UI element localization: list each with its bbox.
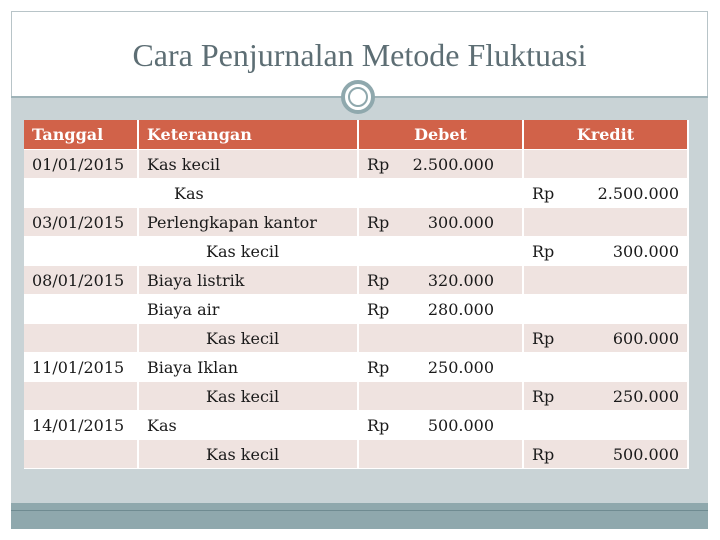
table-row [24,295,689,324]
slide-title: Cara Penjurnalan Metode Fluktuasi [132,37,587,73]
row-description: Biaya air [139,295,359,324]
row-date: 01/01/2015 [24,150,139,179]
table-row [24,179,689,208]
row-date [24,440,139,469]
row-date [24,324,139,353]
row-description: Kas [139,411,359,440]
debet-amount: 300.000 [427,212,494,232]
row-date [24,237,139,266]
row-description: Kas kecil [139,324,359,353]
table-row [24,353,689,382]
row-kredit [524,150,689,179]
row-kredit [524,237,689,266]
row-debet [359,440,524,469]
kredit-amount: 500.000 [612,444,679,464]
kredit-currency: Rp [532,183,555,203]
table-row [24,266,689,295]
debet-currency: Rp [367,415,390,435]
journal-table [24,120,689,469]
row-debet [359,324,524,353]
table-row [24,237,689,266]
table-row [24,382,689,411]
row-description: Biaya Iklan [139,353,359,382]
row-date: 14/01/2015 [24,411,139,440]
header-tanggal: Tanggal [24,120,139,150]
row-description: Kas kecil [139,150,359,179]
debet-currency: Rp [367,154,390,174]
row-description: Kas kecil [139,237,359,266]
debet-currency: Rp [367,357,390,377]
row-debet [359,179,524,208]
kredit-currency: Rp [532,241,555,261]
row-kredit [524,266,689,295]
debet-amount: 280.000 [427,299,494,319]
kredit-amount: 2.500.000 [597,183,679,203]
row-date [24,382,139,411]
kredit-currency: Rp [532,386,555,406]
row-kredit [524,353,689,382]
row-kredit [524,440,689,469]
debet-currency: Rp [367,270,390,290]
row-date [24,179,139,208]
table-row [24,150,689,179]
kredit-amount: 300.000 [612,241,679,261]
row-debet [359,266,524,295]
kredit-amount: 250.000 [612,386,679,406]
kredit-currency: Rp [532,328,555,348]
row-kredit [524,324,689,353]
row-date: 11/01/2015 [24,353,139,382]
row-description: Perlengkapan kantor [139,208,359,237]
debet-amount: 2.500.000 [412,154,494,174]
row-date: 03/01/2015 [24,208,139,237]
circle-ornament-icon [341,80,375,114]
header-keterangan: Keterangan [139,120,359,150]
table-row [24,324,689,353]
row-debet [359,353,524,382]
row-kredit [524,179,689,208]
footer-bar [11,503,708,529]
row-kredit [524,382,689,411]
kredit-amount: 600.000 [612,328,679,348]
kredit-currency: Rp [532,444,555,464]
row-debet [359,237,524,266]
row-debet [359,382,524,411]
row-description: Kas kecil [139,440,359,469]
header-debet: Debet [359,120,524,150]
row-kredit [524,295,689,324]
row-debet [359,295,524,324]
debet-amount: 500.000 [427,415,494,435]
row-debet [359,208,524,237]
row-description: Kas [139,179,359,208]
debet-currency: Rp [367,299,390,319]
row-date [24,295,139,324]
row-kredit [524,208,689,237]
debet-amount: 250.000 [427,357,494,377]
row-debet [359,150,524,179]
table-row [24,440,689,469]
row-kredit [524,411,689,440]
row-description: Kas kecil [139,382,359,411]
table-row [24,208,689,237]
row-date: 08/01/2015 [24,266,139,295]
debet-amount: 320.000 [427,270,494,290]
header-kredit: Kredit [524,120,689,150]
debet-currency: Rp [367,212,390,232]
row-description: Biaya listrik [139,266,359,295]
row-debet [359,411,524,440]
table-row [24,411,689,440]
table-header-row [24,120,689,150]
